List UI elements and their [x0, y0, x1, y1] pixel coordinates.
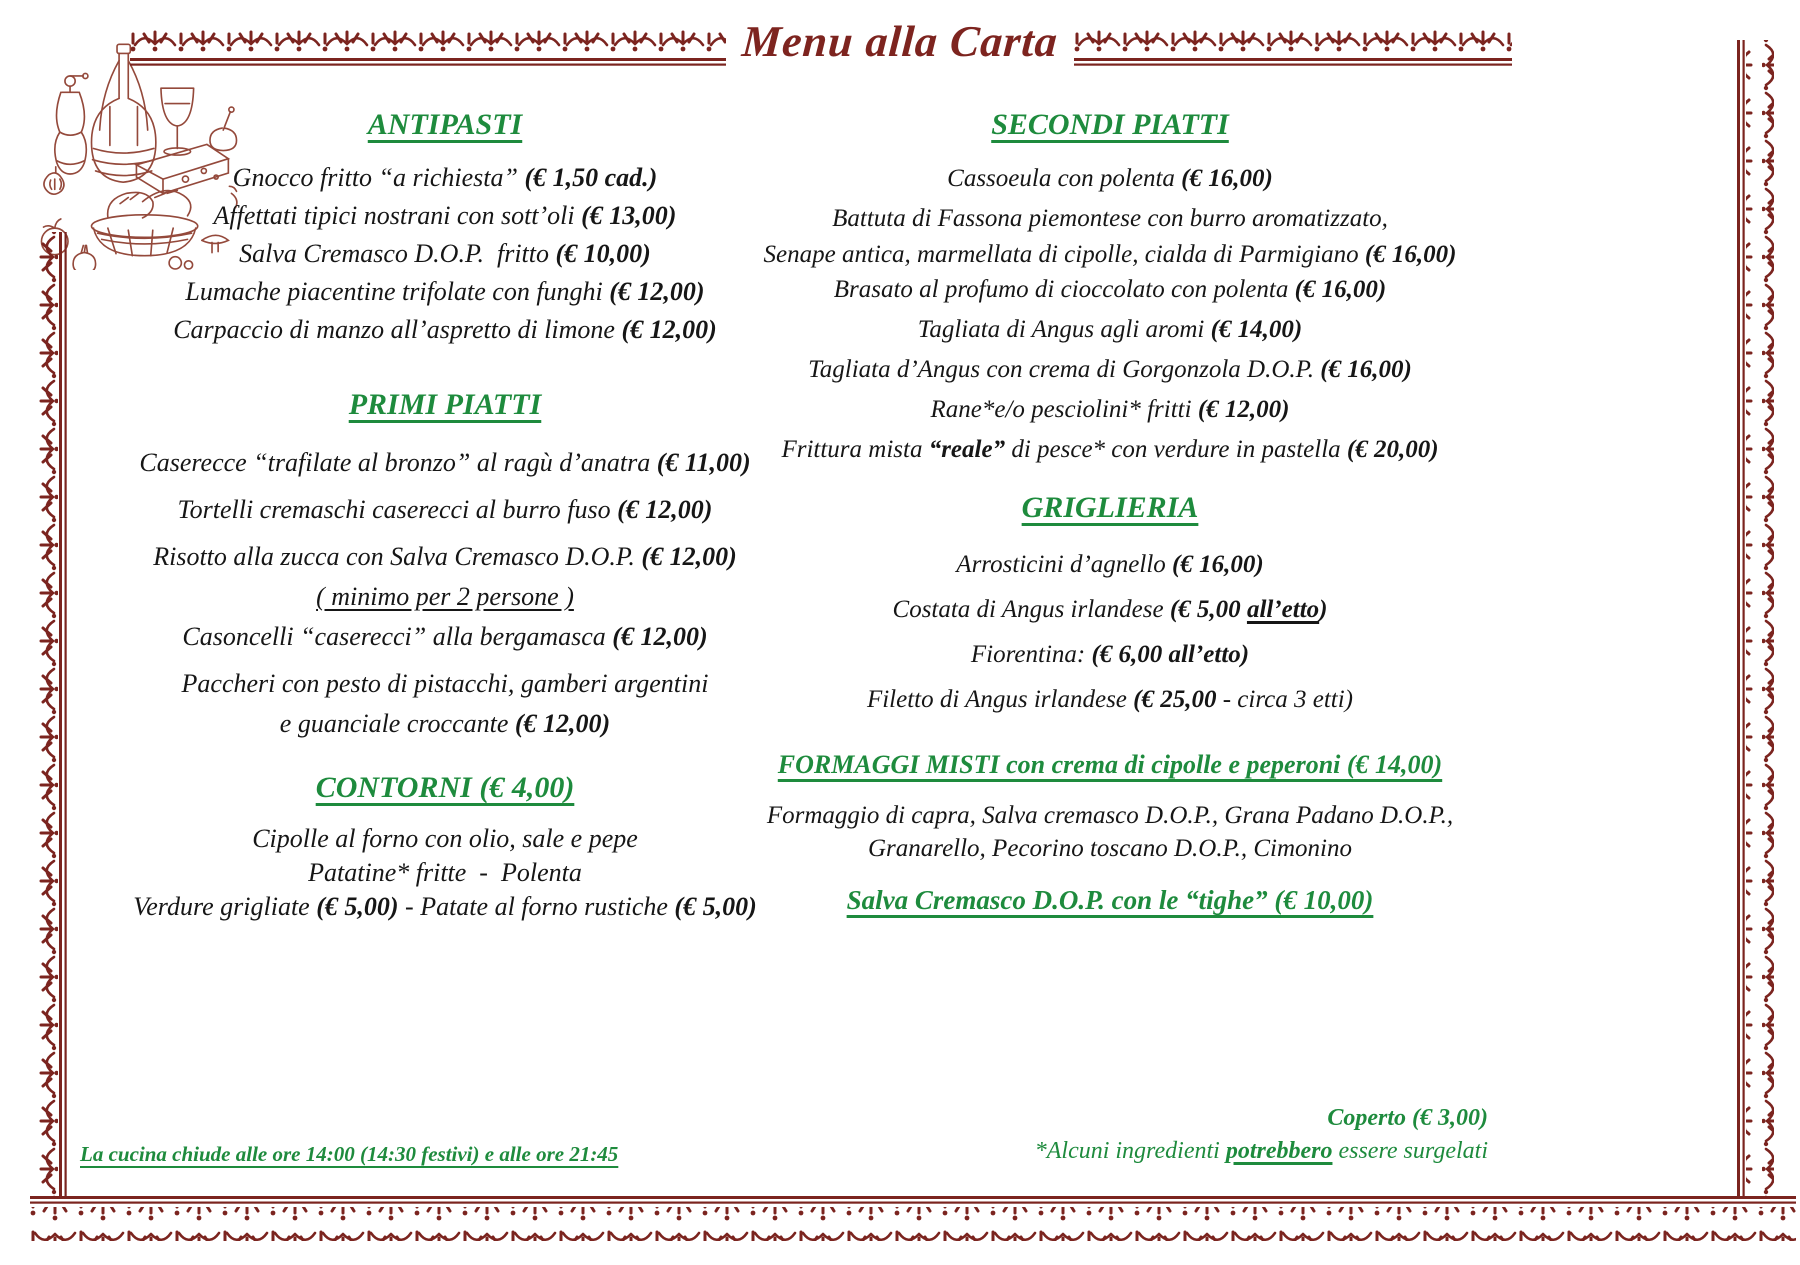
menu-item-line — [755, 350, 1465, 390]
text-segment: (€ 13,00) — [581, 201, 677, 230]
menu-item — [95, 533, 795, 613]
menu-item-line — [755, 199, 1465, 239]
section-salva-cremasco-tighe — [755, 880, 1465, 934]
menu-item — [755, 199, 1465, 270]
text-segment: (€ 6,00 all’etto) — [1091, 641, 1250, 668]
cover-charge-note: Coperto (€ 3,00) — [1327, 1105, 1488, 1131]
text-segment: (€ 12,00) — [621, 315, 717, 344]
menu-item — [95, 273, 795, 311]
menu-item-line — [755, 542, 1465, 587]
text-segment: ( minimo per 2 persone ) — [316, 582, 574, 611]
column-left — [95, 0, 795, 1265]
text-segment: Gnocco fritto “a richiesta” — [232, 163, 525, 192]
section-primi-piatti — [95, 385, 795, 740]
text-segment: e guanciale croccante — [279, 709, 515, 738]
text-segment: (€ 1,50 cad.) — [524, 163, 658, 192]
text-segment: Risotto alla zucca con Salva Cremasco D.O.P. — [153, 542, 642, 571]
text-segment: Fiorentina: — [970, 641, 1092, 668]
menu-item-line — [755, 832, 1465, 865]
menu-item-line — [95, 159, 795, 197]
menu-item — [755, 430, 1465, 470]
menu-item-line — [755, 239, 1465, 270]
text-segment: Brasato al profumo di cioccolato con polenta — [833, 276, 1295, 303]
menu-item-line — [95, 613, 795, 660]
menu-item — [755, 350, 1465, 390]
text-segment: Caserecce “trafilate al bronzo” al ragù d’anatra — [139, 448, 657, 477]
menu-item — [95, 311, 795, 349]
menu-item-line — [95, 486, 795, 533]
text-segment: (€ 25,00 — [1133, 686, 1217, 713]
text-segment: Carpaccio di manzo all’aspretto di limone — [173, 315, 622, 344]
menu-item — [755, 310, 1465, 350]
text-segment: Granarello, Pecorino toscano D.O.P., Cimonino — [867, 835, 1352, 862]
menu-item — [755, 677, 1465, 722]
border-right-ornament — [1734, 40, 1774, 1198]
menu-item-line — [95, 580, 795, 613]
section-header-primi-piatti: PRIMI PIATTI — [348, 388, 542, 421]
text-segment: Affettati tipici nostrani con sott’oli — [213, 201, 582, 230]
section-header-salva-cremasco-tighe: Salva Cremasco D.O.P. con le “tighe” (€ 10,00) — [846, 885, 1374, 915]
menu-item — [755, 632, 1465, 677]
text-segment: (€ 12,00) — [617, 495, 713, 524]
text-segment: (€ 16,00) — [1294, 276, 1387, 303]
text-segment: Verdure grigliate — [133, 892, 317, 921]
text-segment: all’etto — [1246, 596, 1320, 623]
section-header-secondi-piatti: SECONDI PIATTI — [991, 108, 1229, 141]
section-header-formaggi-misti: FORMAGGI MISTI con crema di cipolle e peperoni (€ 14,00) — [777, 750, 1443, 779]
menu-item-line — [755, 430, 1465, 470]
menu-item-line — [95, 707, 795, 740]
menu-item — [755, 799, 1465, 865]
border-left-ornament — [30, 232, 70, 1198]
text-segment: (€ 12,00) — [514, 709, 611, 738]
text-segment: (€ 5,00 — [1169, 596, 1247, 623]
text-segment: (€ 12,00) — [612, 622, 708, 651]
menu-item — [95, 159, 795, 197]
text-segment: Filetto di Angus irlandese — [866, 686, 1134, 713]
text-segment: Tagliata di Angus agli aromi — [917, 316, 1211, 343]
text-segment: Cassoeula con polenta — [947, 165, 1182, 192]
menu-item-line — [755, 159, 1465, 199]
menu-item — [755, 270, 1465, 310]
section-header-antipasti: ANTIPASTI — [367, 108, 523, 141]
menu-item-line — [95, 660, 795, 707]
text-segment: Paccheri con pesto di pistacchi, gamberi argentini — [181, 669, 709, 698]
text-segment: Arrosticini d’agnello — [956, 551, 1173, 578]
menu-item-line — [755, 270, 1465, 310]
column-right — [755, 0, 1465, 1265]
text-segment: Senape antica, marmellata di cipolle, cialda di Parmigiano — [763, 241, 1365, 268]
text-segment: (€ 5,00) — [674, 892, 757, 921]
footer-notes — [1035, 1102, 1488, 1168]
text-segment: (€ 12,00) — [641, 542, 737, 571]
menu-item-line — [95, 856, 795, 890]
text-segment: (€ 16,00) — [1181, 165, 1273, 192]
menu-item — [95, 822, 795, 856]
menu-item-line — [95, 311, 795, 349]
section-formaggi-misti — [755, 745, 1465, 865]
text-segment: - Patate al forno rustiche — [398, 892, 675, 921]
text-segment: (€ 14,00) — [1210, 316, 1303, 343]
menu-item — [755, 390, 1465, 430]
menu-item-line — [755, 390, 1465, 430]
menu-item — [95, 660, 795, 740]
text-segment: (€ 12,00) — [1197, 396, 1290, 423]
text-segment: “reale” — [928, 436, 1006, 463]
text-segment: (€ 12,00) — [609, 277, 705, 306]
menu-item — [95, 197, 795, 235]
text-segment: (€ 16,00) — [1320, 356, 1412, 383]
menu-item — [95, 613, 795, 660]
text-segment: Tagliata d’Angus con crema di Gorgonzola D.O.P. — [808, 356, 1321, 383]
section-griglieria — [755, 488, 1465, 722]
menu-item-line — [95, 439, 795, 486]
menu-item-line — [95, 890, 795, 924]
text-segment: di pesce* con verdure in pastella — [1005, 436, 1347, 463]
menu-item-line — [95, 533, 795, 580]
text-segment: Costata di Angus irlandese — [892, 596, 1170, 623]
menu-item — [95, 856, 795, 890]
kitchen-hours-note: La cucina chiude alle ore 14:00 (14:30 festivi) e alle ore 21:45 — [80, 1142, 619, 1166]
section-header-contorni: CONTORNI (€ 4,00) — [315, 771, 575, 804]
text-segment: (€ 10,00) — [555, 239, 651, 268]
menu-item — [95, 439, 795, 486]
menu-item — [95, 890, 795, 924]
section-contorni — [95, 768, 795, 924]
text-segment: Battuta di Fassona piemontese con burro aromatizzato, — [832, 205, 1388, 232]
menu-item — [755, 159, 1465, 199]
page-title: Menu alla Carta — [740, 17, 1060, 66]
menu-item-line — [755, 587, 1465, 632]
menu-item-line — [95, 273, 795, 311]
menu-item-line — [95, 197, 795, 235]
text-segment: *Alcuni ingredienti — [1034, 1138, 1226, 1164]
menu-item — [755, 542, 1465, 587]
section-antipasti — [95, 105, 795, 349]
menu-item — [95, 235, 795, 273]
text-segment: Casoncelli “caserecci” alla bergamasca — [182, 622, 613, 651]
menu-item-line — [755, 799, 1465, 832]
text-segment: (€ 20,00) — [1346, 436, 1439, 463]
menu-item-line — [95, 822, 795, 856]
text-segment: (€ 16,00) — [1364, 241, 1457, 268]
text-segment: Tortelli cremaschi caserecci al burro fuso — [177, 495, 618, 524]
text-segment: Salva Cremasco D.O.P. fritto — [239, 239, 556, 268]
text-segment: (€ 16,00) — [1172, 551, 1264, 578]
section-header-griglieria: GRIGLIERIA — [1021, 491, 1199, 524]
text-segment: potrebbero — [1225, 1138, 1333, 1164]
text-segment: Cipolle al forno con olio, sale e pepe — [252, 824, 638, 853]
menu-item — [95, 486, 795, 533]
text-segment: Patatine* fritte - Polenta — [308, 858, 582, 887]
section-secondi-piatti — [755, 105, 1465, 470]
text-segment: Lumache piacentine trifolate con funghi — [185, 277, 610, 306]
menu-item-line — [755, 310, 1465, 350]
menu-item-line — [755, 677, 1465, 722]
menu-item-line — [755, 632, 1465, 677]
text-segment: Frittura mista — [781, 436, 929, 463]
text-segment: Rane*e/o pesciolini* fritti — [930, 396, 1198, 423]
allergen-note — [1035, 1135, 1488, 1168]
menu-item-line — [95, 235, 795, 273]
text-segment: ) — [1319, 596, 1328, 623]
text-segment: (€ 5,00) — [316, 892, 399, 921]
text-segment: essere surgelati — [1332, 1138, 1488, 1164]
text-segment: - circa 3 etti) — [1216, 686, 1354, 713]
text-segment: (€ 11,00) — [656, 448, 751, 477]
menu-item — [755, 587, 1465, 632]
text-segment: Formaggio di capra, Salva cremasco D.O.P., Grana Padano D.O.P., — [766, 802, 1454, 829]
